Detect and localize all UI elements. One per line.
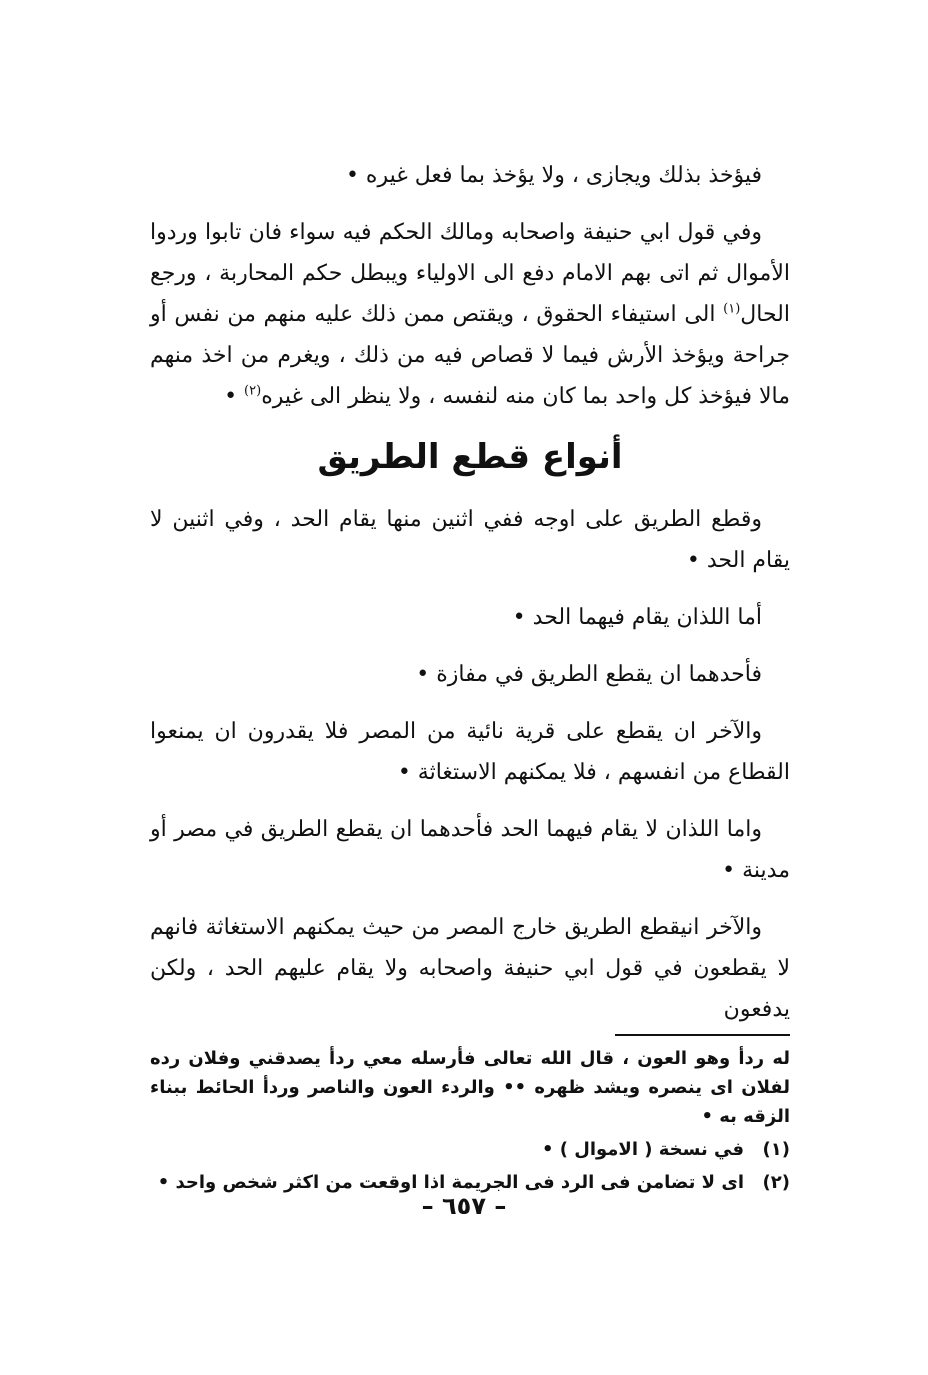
footnote-1-number: (١) bbox=[762, 1139, 790, 1160]
section-heading: أنواع قطع الطريق bbox=[317, 437, 623, 477]
paragraph-7: واما اللذان لا يقام فيهما الحد فأحدهما ان يقطع الطريق في مصر أو مدينة • bbox=[150, 817, 790, 883]
footnote-ref-2: (٢) bbox=[244, 383, 262, 399]
paragraph-5: فأحدهما ان يقطع الطريق في مفازة • bbox=[416, 662, 762, 687]
paragraph-2 bbox=[150, 212, 790, 417]
paragraph-4: أما اللذان يقام فيهما الحد • bbox=[512, 605, 762, 630]
paragraph-2-part-b: الى استيفاء الحقوق ، ويقتص ممن ذلك عليه منهم من نفس أو جراحة ويؤخذ الأرش فيما لا قصاص فيه من ذلك ، ويغرم من اخذ منهم مالا فيؤخذ كل واحد بما كان منه لنفسه ، ولا ينظر الى غيره bbox=[150, 302, 790, 409]
paragraph-8: والآخر انيقطع الطريق خارج المصر من حيث يمكنهم الاستغاثة فانهم لا يقطعون في قول ابي حنيفة واصحابه ولا يقام عليهم الحد ، ولكن يدفعون bbox=[150, 915, 790, 1022]
footnote-continuation: له ردأ وهو العون ، قال الله تعالى فأرسله معي ردأ يصدقني وفلان رده لفلان اى ينصره ويشد ظهره •• والردء العون والناصر وردأ الحائط ببناء الزقه به • bbox=[150, 1048, 790, 1127]
paragraph-1: فيؤخذ بذلك ويجازى ، ولا يؤخذ بما فعل غيره • bbox=[345, 163, 762, 188]
paragraph-2-end: • bbox=[224, 384, 245, 409]
paragraph-2-part-a: وفي قول ابي حنيفة واصحابه ومالك الحكم فيه سواء فان تابوا وردوا الأموال ثم اتى بهم الامام دفع الى الاولياء ويبطل حكم المحاربة ، ورجع الحال bbox=[150, 220, 790, 327]
page-number: – ٦٥٧ – bbox=[421, 1192, 507, 1220]
footnote-ref-1: (١) bbox=[723, 301, 741, 317]
footnote-divider bbox=[615, 1034, 790, 1036]
paragraph-6: والآخر ان يقطع على قرية نائية من المصر فلا يقدرون ان يمنعوا القطاع من انفسهم ، فلا يمكنهم الاستغاثة • bbox=[150, 719, 790, 785]
page-body bbox=[150, 155, 790, 1201]
footnote-2-number: (٢) bbox=[762, 1172, 790, 1193]
footnote-2-text: اى لا تضامن فى الرد فى الجريمة اذا اوقعت من اكثر شخص واحد • bbox=[157, 1172, 744, 1193]
footnote-1-text: في نسخة ( الاموال ) • bbox=[541, 1139, 744, 1160]
paragraph-3: وقطع الطريق على اوجه ففي اثنين منها يقام الحد ، وفي اثنين لا يقام الحد • bbox=[150, 507, 790, 573]
footnote-1 bbox=[150, 1135, 790, 1164]
